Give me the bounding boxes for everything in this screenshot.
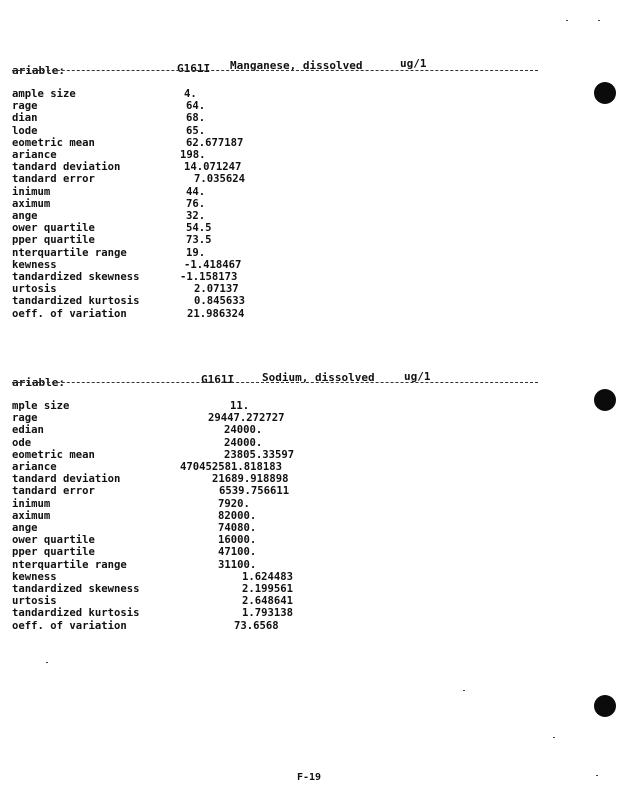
stat-label: dian bbox=[12, 112, 38, 125]
stat-value: -1.158173 bbox=[180, 271, 238, 283]
stat-value: -1.418467 bbox=[184, 258, 242, 271]
stat-row bbox=[12, 498, 412, 510]
stat-value: 1.624483 bbox=[242, 570, 294, 583]
stat-label: tandard error bbox=[12, 173, 95, 186]
stat-value: 74080. bbox=[218, 522, 257, 534]
stat-label: eometric mean bbox=[12, 448, 95, 461]
stat-value: 68. bbox=[186, 112, 206, 125]
stat-label: pper quartile bbox=[12, 546, 95, 559]
stat-value: 7.035624 bbox=[194, 173, 246, 186]
stat-row bbox=[12, 259, 412, 271]
punch-hole bbox=[594, 695, 616, 717]
stat-value: 29447.272727 bbox=[208, 412, 285, 425]
stats-section-manganese bbox=[0, 58, 560, 318]
stat-label: oeff. of variation bbox=[12, 619, 127, 632]
stat-value: 24000. bbox=[224, 436, 263, 449]
stat-value: 76. bbox=[186, 197, 206, 210]
stat-row bbox=[12, 571, 412, 583]
stat-label: pper quartile bbox=[12, 234, 95, 247]
stat-value: 64. bbox=[186, 100, 206, 113]
stat-value: 65. bbox=[186, 124, 206, 137]
stat-label: oeff. of variation bbox=[12, 307, 127, 320]
stat-label: tandardized kurtosis bbox=[12, 295, 140, 308]
stat-value: 62.677187 bbox=[186, 136, 244, 149]
stat-row bbox=[12, 510, 412, 522]
stat-value: 198. bbox=[180, 149, 206, 161]
stat-label: ange bbox=[12, 210, 38, 222]
stat-row bbox=[12, 247, 412, 259]
header-rule bbox=[12, 382, 538, 383]
stat-value: 2.07137 bbox=[194, 283, 239, 296]
stat-label: ower quartile bbox=[12, 222, 95, 235]
stat-value: 6539.756611 bbox=[219, 485, 290, 498]
stat-label: inimum bbox=[12, 497, 51, 510]
stat-row bbox=[12, 534, 412, 546]
stat-row bbox=[12, 485, 412, 497]
scan-speck bbox=[553, 737, 555, 738]
stat-label: tandard error bbox=[12, 485, 95, 498]
stat-label: ode bbox=[12, 436, 32, 449]
stat-value: 2.648641 bbox=[242, 595, 294, 608]
variable-unit: ug/1 bbox=[400, 57, 427, 70]
stat-value: 19. bbox=[186, 246, 206, 259]
variable-code: G161I bbox=[177, 62, 211, 75]
stat-row bbox=[12, 437, 412, 449]
stat-row bbox=[12, 583, 412, 595]
stat-row bbox=[12, 125, 412, 137]
stat-row bbox=[12, 173, 412, 185]
stat-value: 21689.918898 bbox=[212, 473, 289, 486]
stat-value: 14.071247 bbox=[184, 161, 242, 174]
stat-label: ower quartile bbox=[12, 534, 95, 547]
punch-hole bbox=[594, 82, 616, 104]
stat-row bbox=[12, 186, 412, 198]
stat-label: eometric mean bbox=[12, 136, 95, 149]
stat-row bbox=[12, 161, 412, 173]
stat-label: aximum bbox=[12, 509, 51, 522]
stat-label: ariance bbox=[12, 149, 57, 161]
stat-row bbox=[12, 620, 412, 632]
stat-label: urtosis bbox=[12, 283, 57, 296]
stat-row bbox=[12, 222, 412, 234]
stat-label: lode bbox=[12, 124, 38, 137]
punch-hole bbox=[594, 389, 616, 411]
stat-row bbox=[12, 424, 412, 436]
stat-row bbox=[12, 149, 412, 161]
variable-name: Sodium, dissolved bbox=[262, 371, 375, 384]
stat-row bbox=[12, 210, 412, 222]
variable-label: ariable: bbox=[12, 64, 65, 77]
stat-value: 16000. bbox=[218, 534, 257, 547]
stat-value: 2.199561 bbox=[242, 583, 294, 595]
stat-value: 82000. bbox=[218, 509, 257, 522]
scan-speck bbox=[598, 20, 600, 21]
stat-label: nterquartile range bbox=[12, 558, 127, 571]
stat-label: inimum bbox=[12, 185, 51, 198]
stat-row bbox=[12, 295, 412, 307]
stat-label: ange bbox=[12, 522, 38, 534]
stat-value: 31100. bbox=[218, 558, 257, 571]
stat-label: aximum bbox=[12, 197, 51, 210]
stat-label: tandard deviation bbox=[12, 161, 121, 174]
stat-value: 54.5 bbox=[186, 222, 212, 235]
variable-code: G161I bbox=[201, 373, 235, 386]
variable-name: Manganese, dissolved bbox=[230, 59, 363, 72]
stat-label: tandardized skewness bbox=[12, 271, 140, 283]
stat-row bbox=[12, 559, 412, 571]
stat-row bbox=[12, 234, 412, 246]
stat-label: mple size bbox=[12, 400, 70, 412]
stat-row bbox=[12, 198, 412, 210]
stat-value: 1.793138 bbox=[242, 607, 294, 620]
stat-value: 73.6568 bbox=[234, 619, 279, 632]
stat-row bbox=[12, 400, 412, 412]
stat-value: 44. bbox=[186, 185, 206, 198]
stat-value: 11. bbox=[230, 400, 250, 412]
stat-value: 23805.33597 bbox=[224, 448, 295, 461]
stat-row bbox=[12, 412, 412, 424]
stat-row bbox=[12, 546, 412, 558]
variable-unit: ug/1 bbox=[404, 370, 431, 383]
stat-row bbox=[12, 595, 412, 607]
stat-label: tandardized kurtosis bbox=[12, 607, 140, 620]
stat-row bbox=[12, 461, 412, 473]
stat-label: rage bbox=[12, 412, 38, 425]
stat-label: kewness bbox=[12, 570, 57, 583]
stat-label: rage bbox=[12, 100, 38, 113]
stat-label: ariance bbox=[12, 461, 57, 473]
stat-value: 24000. bbox=[224, 424, 263, 437]
stat-row bbox=[12, 449, 412, 461]
stat-row bbox=[12, 607, 412, 619]
stat-row bbox=[12, 271, 412, 283]
stat-label: edian bbox=[12, 424, 44, 437]
stat-value: 32. bbox=[186, 210, 206, 222]
stat-label: kewness bbox=[12, 258, 57, 271]
stat-label: nterquartile range bbox=[12, 246, 127, 259]
stat-row bbox=[12, 100, 412, 112]
scan-speck bbox=[463, 690, 465, 691]
stat-value: 73.5 bbox=[186, 234, 212, 247]
stat-row bbox=[12, 473, 412, 485]
stat-row bbox=[12, 112, 412, 124]
stat-value: 7920. bbox=[218, 497, 250, 510]
stat-label: tandardized skewness bbox=[12, 583, 140, 595]
stat-value: 470452581.818183 bbox=[180, 461, 283, 473]
stat-value: 0.845633 bbox=[194, 295, 246, 308]
stat-value: 4. bbox=[184, 88, 197, 100]
stat-row bbox=[12, 283, 412, 295]
scan-speck bbox=[46, 662, 48, 663]
header-rule bbox=[12, 70, 538, 71]
stat-row bbox=[12, 88, 412, 100]
stat-label: ample size bbox=[12, 88, 76, 100]
stat-value: 47100. bbox=[218, 546, 257, 559]
variable-label: ariable: bbox=[12, 376, 65, 389]
stats-section-sodium bbox=[0, 371, 560, 631]
stat-label: urtosis bbox=[12, 595, 57, 608]
stat-row bbox=[12, 137, 412, 149]
stat-value: 21.986324 bbox=[187, 307, 245, 320]
page-number: F-19 bbox=[296, 772, 322, 783]
scan-speck bbox=[566, 20, 568, 21]
stat-label: tandard deviation bbox=[12, 473, 121, 486]
stat-row bbox=[12, 522, 412, 534]
stat-row bbox=[12, 308, 412, 320]
